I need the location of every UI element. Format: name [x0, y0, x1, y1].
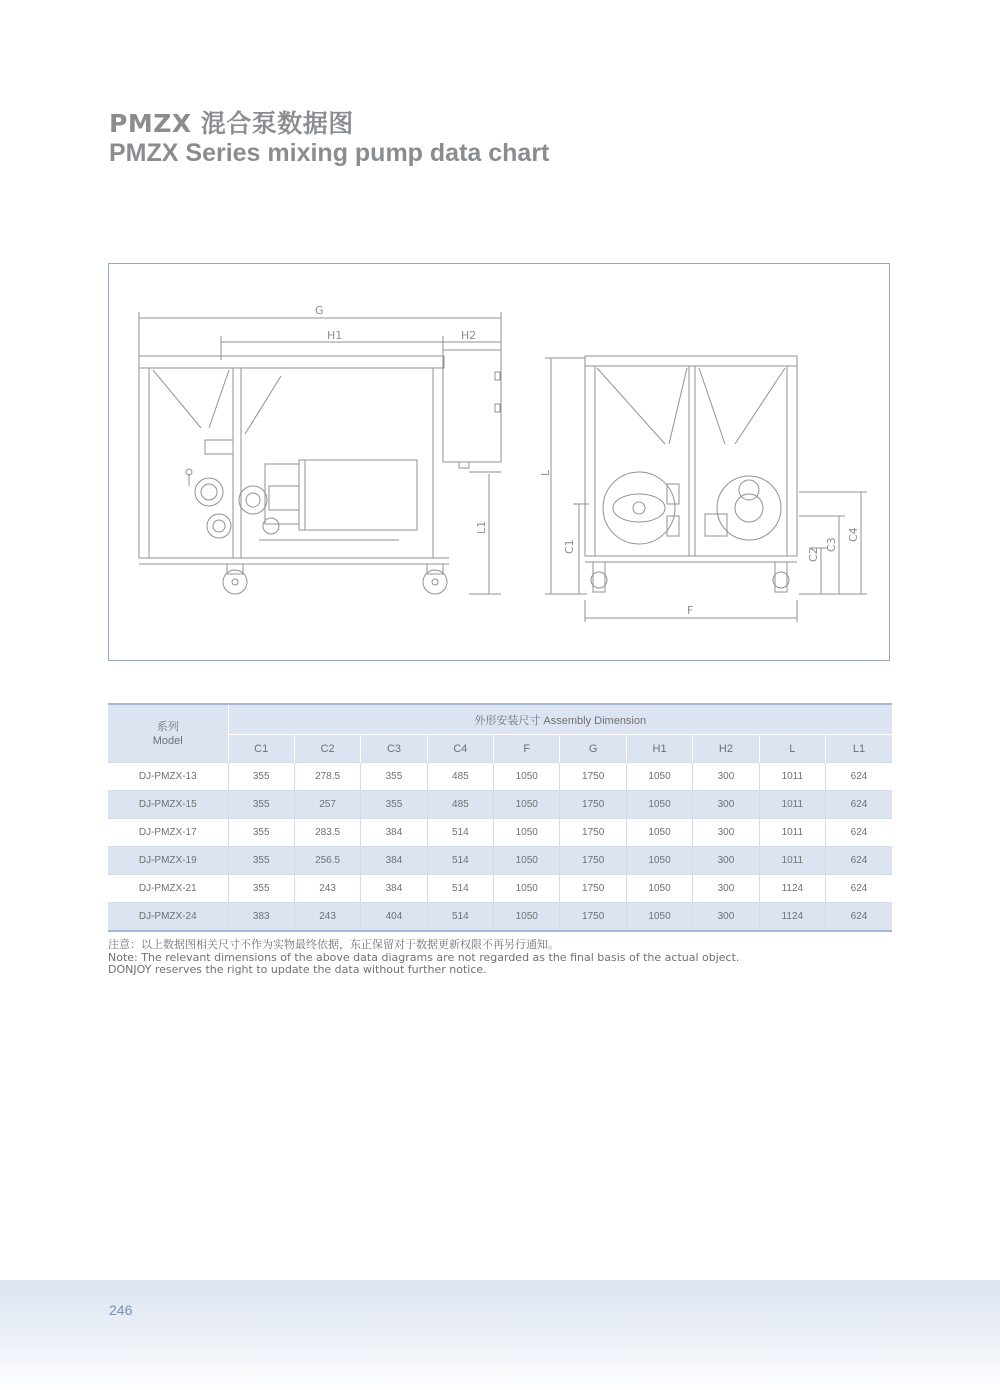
value-cell: 1750 [560, 875, 626, 903]
value-cell: 355 [228, 819, 294, 847]
value-cell: 355 [228, 763, 294, 791]
page-title-cn: PMZX 混合泵数据图 [109, 109, 354, 138]
value-cell: 383 [228, 903, 294, 932]
value-cell: 1050 [494, 847, 560, 875]
value-cell: 1050 [494, 791, 560, 819]
model-header [108, 704, 228, 763]
value-cell: 1050 [626, 819, 692, 847]
column-header: F [494, 735, 560, 763]
table-row [108, 763, 892, 791]
page-title-en: PMZX Series mixing pump data chart [109, 139, 550, 167]
table-row [108, 847, 892, 875]
column-header: C3 [361, 735, 427, 763]
model-cell: DJ-PMZX-19 [108, 847, 228, 875]
value-cell: 256.5 [294, 847, 360, 875]
column-header: C4 [427, 735, 493, 763]
value-cell: 300 [693, 819, 759, 847]
value-cell: 300 [693, 847, 759, 875]
column-header: C2 [294, 735, 360, 763]
value-cell: 1124 [759, 903, 825, 932]
model-cell: DJ-PMZX-24 [108, 903, 228, 932]
table-row [108, 791, 892, 819]
column-header: L [759, 735, 825, 763]
value-cell: 514 [427, 847, 493, 875]
value-cell: 1750 [560, 791, 626, 819]
pump-diagram-panel [108, 263, 890, 661]
value-cell: 300 [693, 875, 759, 903]
value-cell: 1011 [759, 819, 825, 847]
notes [108, 939, 739, 977]
column-header: L1 [826, 735, 892, 763]
value-cell: 514 [427, 875, 493, 903]
table-row [108, 903, 892, 932]
table-row [108, 819, 892, 847]
value-cell: 624 [826, 819, 892, 847]
note-en-2: DONJOY reserves the right to update the data without further notice. [108, 963, 487, 976]
value-cell: 1750 [560, 763, 626, 791]
model-header-en: Model [152, 734, 183, 747]
dim-label-f: F [687, 604, 694, 617]
value-cell: 384 [361, 875, 427, 903]
value-cell: 1011 [759, 847, 825, 875]
value-cell: 485 [427, 791, 493, 819]
value-cell: 1050 [626, 763, 692, 791]
value-cell: 1750 [560, 903, 626, 932]
dim-label-l1: L1 [475, 520, 488, 534]
value-cell: 355 [228, 847, 294, 875]
column-header: H1 [626, 735, 692, 763]
value-cell: 278.5 [294, 763, 360, 791]
value-cell: 624 [826, 763, 892, 791]
value-cell: 514 [427, 903, 493, 932]
value-cell: 1050 [494, 763, 560, 791]
footer-band [0, 1280, 1000, 1390]
value-cell: 355 [361, 791, 427, 819]
assembly-drawing [109, 264, 891, 662]
assembly-dimension-header: 外形安装尺寸 Assembly Dimension [228, 704, 892, 735]
value-cell: 1750 [560, 847, 626, 875]
dim-label-c1: C1 [563, 539, 576, 554]
value-cell: 624 [826, 875, 892, 903]
dim-label-h1: H1 [327, 329, 343, 342]
note-cn: 注意：以上数据图相关尺寸不作为实物最终依据，东正保留对于数据更新权限不再另行通知。 [108, 938, 559, 951]
model-cell: DJ-PMZX-13 [108, 763, 228, 791]
value-cell: 1124 [759, 875, 825, 903]
column-header: G [560, 735, 626, 763]
value-cell: 1750 [560, 819, 626, 847]
dim-label-c4: C4 [847, 527, 860, 542]
model-header-cn: 系列 [156, 720, 179, 733]
column-header: C1 [228, 735, 294, 763]
value-cell: 243 [294, 903, 360, 932]
value-cell: 355 [228, 875, 294, 903]
assembly-dimension-table [108, 703, 892, 932]
value-cell: 1050 [494, 875, 560, 903]
value-cell: 384 [361, 819, 427, 847]
page-number: 246 [109, 1302, 133, 1318]
value-cell: 283.5 [294, 819, 360, 847]
model-cell: DJ-PMZX-17 [108, 819, 228, 847]
value-cell: 1050 [626, 903, 692, 932]
value-cell: 514 [427, 819, 493, 847]
value-cell: 384 [361, 847, 427, 875]
dim-label-h2: H2 [461, 329, 477, 342]
value-cell: 1050 [626, 875, 692, 903]
dim-label-c2: C2 [807, 547, 820, 562]
table-row [108, 875, 892, 903]
value-cell: 1050 [626, 791, 692, 819]
column-header: H2 [693, 735, 759, 763]
value-cell: 1011 [759, 791, 825, 819]
value-cell: 300 [693, 791, 759, 819]
value-cell: 355 [228, 791, 294, 819]
value-cell: 624 [826, 903, 892, 932]
table-body [108, 763, 892, 932]
model-cell: DJ-PMZX-15 [108, 791, 228, 819]
value-cell: 355 [361, 763, 427, 791]
value-cell: 404 [361, 903, 427, 932]
value-cell: 300 [693, 903, 759, 932]
value-cell: 624 [826, 847, 892, 875]
model-cell: DJ-PMZX-21 [108, 875, 228, 903]
note-en-1: Note: The relevant dimensions of the above data diagrams are not regarded as the final basis of the actual object. [108, 950, 740, 964]
dim-label-c3: C3 [825, 537, 838, 552]
value-cell: 624 [826, 791, 892, 819]
dim-label-l: L [539, 469, 552, 476]
value-cell: 243 [294, 875, 360, 903]
value-cell: 1050 [494, 819, 560, 847]
value-cell: 1050 [626, 847, 692, 875]
value-cell: 300 [693, 763, 759, 791]
value-cell: 1011 [759, 763, 825, 791]
value-cell: 485 [427, 763, 493, 791]
value-cell: 1050 [494, 903, 560, 932]
dim-label-g: G [315, 304, 324, 317]
value-cell: 257 [294, 791, 360, 819]
